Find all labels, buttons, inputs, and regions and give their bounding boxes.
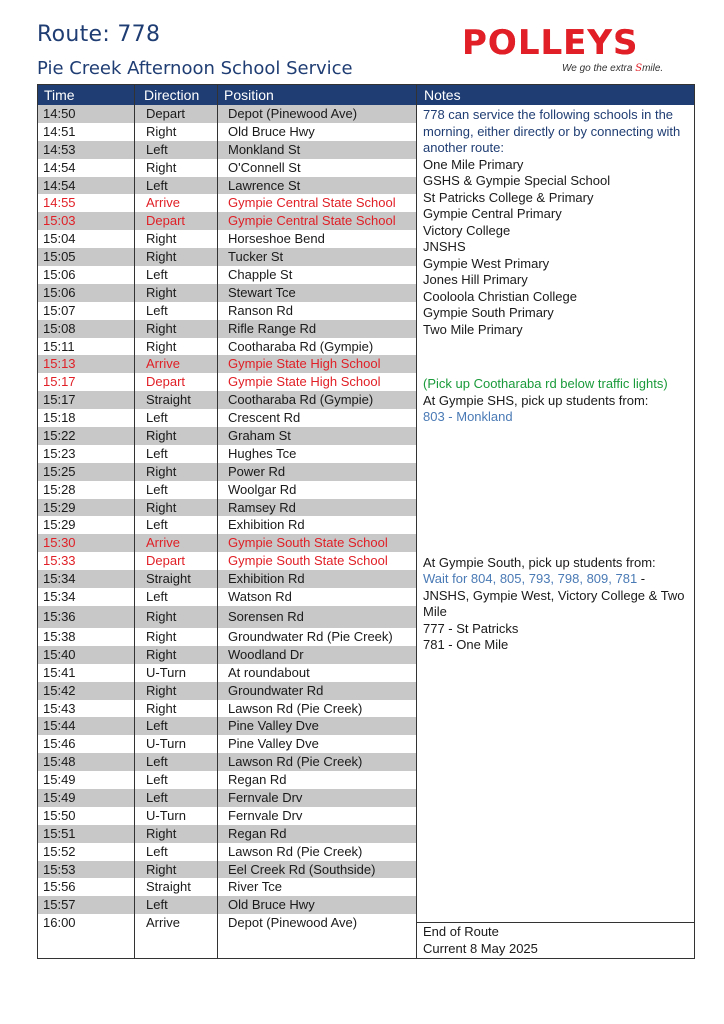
cell-position: Exhibition Rd	[228, 517, 305, 533]
cell-time: 15:18	[43, 410, 76, 426]
cell-position: Tucker St	[228, 249, 284, 265]
column-header-notes: Notes	[424, 87, 461, 103]
logo-wordmark: POLLEYS	[462, 23, 639, 63]
table-row	[38, 141, 417, 159]
timetable-header	[38, 85, 694, 105]
cell-direction: Right	[146, 320, 177, 336]
cell-position: Depot (Pinewood Ave)	[228, 106, 358, 121]
cell-time: 15:49	[43, 772, 76, 788]
polleys-logo	[462, 23, 692, 80]
cell-direction: Right	[146, 338, 177, 354]
cell-direction: U-Turn	[146, 736, 186, 752]
table-row	[38, 914, 417, 932]
table-row	[38, 159, 417, 177]
cell-direction: U-Turn	[146, 664, 186, 680]
cell-position: Cootharaba Rd (Gympie)	[228, 338, 374, 354]
cell-position: Eel Creek Rd (Southside)	[228, 861, 376, 877]
cell-position: Ranson Rd	[228, 302, 294, 318]
cell-position: Horseshoe Bend	[228, 231, 325, 247]
notes-intro: 778 can service the following schools in the morning, either directly or by connecting with another route:	[423, 107, 681, 155]
cell-direction: Depart	[146, 553, 186, 569]
cell-time: 15:36	[43, 608, 76, 624]
cell-position: Lawson Rd (Pie Creek)	[228, 843, 363, 859]
cell-time: 14:51	[43, 123, 76, 139]
cell-time: 15:43	[43, 700, 76, 716]
cell-time: 14:53	[43, 141, 76, 157]
cell-position: Groundwater Rd	[228, 682, 324, 698]
school-item: Gympie South Primary	[423, 305, 554, 320]
cell-position: Lawrence St	[228, 177, 301, 193]
table-row	[38, 843, 417, 861]
table-row	[38, 646, 417, 664]
end-of-route: End of Route	[417, 922, 694, 940]
cell-time: 14:55	[43, 195, 76, 211]
table-row	[38, 735, 417, 753]
cell-position: Cootharaba Rd (Gympie)	[228, 392, 374, 408]
cell-time: 15:11	[43, 338, 75, 354]
cell-direction: Straight	[146, 392, 191, 408]
cell-time: 15:13	[43, 356, 76, 372]
cell-time: 15:56	[43, 879, 76, 895]
cell-time: 15:48	[43, 754, 76, 770]
column-divider	[134, 85, 135, 958]
cell-time: 15:06	[43, 284, 76, 300]
service-subtitle: Pie Creek Afternoon School Service	[37, 58, 353, 79]
cell-position: Depot (Pinewood Ave)	[228, 915, 358, 931]
cell-direction: Right	[146, 249, 177, 265]
cell-position: Regan Rd	[228, 825, 287, 841]
cell-position: Rifle Range Rd	[228, 320, 317, 336]
cell-position: Old Bruce Hwy	[228, 123, 315, 139]
table-row	[38, 878, 417, 896]
cell-position: Gympie State High School	[228, 356, 381, 372]
school-item: One Mile Primary	[423, 156, 524, 172]
cell-position: Graham St	[228, 428, 291, 444]
cell-time: 16:00	[43, 915, 76, 931]
table-row	[38, 534, 417, 552]
table-row	[38, 789, 417, 807]
cell-direction: Right	[146, 231, 177, 247]
table-row	[38, 212, 417, 230]
table-row	[38, 499, 417, 517]
cell-time: 15:29	[43, 499, 76, 515]
timetable	[37, 84, 695, 959]
cell-direction: Depart	[146, 213, 186, 229]
table-row	[38, 896, 417, 914]
table-row	[38, 825, 417, 843]
cell-time: 15:57	[43, 897, 76, 913]
table-row	[38, 391, 417, 409]
cell-direction: U-Turn	[146, 807, 186, 823]
shs-route: 803 - Monkland	[423, 409, 513, 424]
cell-position: Power Rd	[228, 463, 286, 479]
table-row	[38, 230, 417, 248]
cell-direction: Left	[146, 843, 168, 859]
table-row	[38, 355, 417, 373]
table-row	[38, 302, 417, 320]
cell-position: Lawson Rd (Pie Creek)	[228, 754, 363, 770]
table-row	[38, 753, 417, 771]
cell-time: 14:54	[43, 159, 76, 175]
cell-time: 15:50	[43, 807, 76, 823]
cell-position: Gympie South State School	[228, 535, 388, 551]
table-row	[38, 570, 417, 588]
table-row	[38, 682, 417, 700]
cell-position: Fernvale Drv	[228, 807, 303, 823]
cell-time: 15:07	[43, 302, 76, 318]
cell-direction: Depart	[146, 374, 186, 390]
cell-time: 15:04	[43, 231, 76, 247]
table-row	[38, 105, 417, 123]
table-row	[38, 588, 417, 606]
cell-position: Pine Valley Dve	[228, 736, 319, 752]
south-781: 781 - One Mile	[423, 637, 509, 652]
cell-position: Crescent Rd	[228, 410, 301, 426]
current-date: Current 8 May 2025	[423, 941, 538, 956]
cell-direction: Right	[146, 159, 177, 175]
cell-direction: Left	[146, 267, 168, 283]
cell-position: River Tce	[228, 879, 282, 895]
cell-direction: Left	[146, 517, 168, 533]
table-row	[38, 700, 417, 718]
cell-time: 15:23	[43, 445, 76, 461]
cell-position: Groundwater Rd (Pie Creek)	[228, 628, 393, 644]
school-item: GSHS & Gympie Special School	[423, 173, 611, 188]
cell-time: 15:08	[43, 320, 76, 336]
cell-time: 15:33	[43, 553, 76, 569]
table-row	[38, 445, 417, 463]
cell-position: Woodland Dr	[228, 646, 304, 662]
table-row	[38, 552, 417, 570]
cell-direction: Right	[146, 284, 177, 300]
school-item: St Patricks College & Primary	[423, 189, 594, 205]
cell-direction: Left	[146, 410, 168, 426]
table-row	[38, 516, 417, 534]
cell-time: 15:17	[43, 392, 76, 408]
cell-direction: Right	[146, 608, 177, 624]
cell-direction: Arrive	[146, 915, 180, 931]
cell-time: 15:34	[43, 589, 76, 605]
cell-position: Sorensen Rd	[228, 608, 304, 624]
table-row	[38, 807, 417, 825]
table-row	[38, 338, 417, 356]
pickup-note: (Pick up Cootharaba rd below traffic lights)	[423, 376, 668, 391]
school-item: Jones Hill Primary	[423, 272, 528, 287]
table-row	[38, 717, 417, 735]
route-title: Route: 778	[37, 22, 161, 47]
cell-time: 15:30	[43, 535, 76, 551]
cell-direction: Left	[146, 302, 168, 318]
table-row	[38, 861, 417, 879]
cell-time: 15:53	[43, 861, 76, 877]
cell-time: 14:50	[43, 106, 76, 121]
table-row	[38, 664, 417, 682]
school-item: Gympie Central Primary	[423, 206, 562, 221]
cell-position: Gympie Central State School	[228, 195, 396, 211]
cell-position: Watson Rd	[228, 589, 292, 605]
table-row	[38, 481, 417, 499]
cell-direction: Right	[146, 123, 177, 139]
cell-direction: Right	[146, 463, 177, 479]
table-row	[38, 248, 417, 266]
table-row	[38, 771, 417, 789]
cell-time: 15:41	[43, 664, 76, 680]
cell-direction: Left	[146, 789, 168, 805]
cell-position: Fernvale Drv	[228, 789, 303, 805]
cell-direction: Right	[146, 700, 177, 716]
timetable-rows	[38, 105, 417, 932]
cell-direction: Left	[146, 177, 168, 193]
table-row	[38, 628, 417, 646]
cell-time: 15:25	[43, 463, 76, 479]
school-item: JNSHS	[423, 239, 466, 254]
cell-direction: Left	[146, 718, 168, 734]
column-header-time: Time	[44, 87, 75, 103]
cell-position: Old Bruce Hwy	[228, 897, 315, 913]
cell-time: 15:03	[43, 213, 76, 229]
logo-tagline: We go the extra Smile.	[562, 63, 664, 74]
cell-position: At roundabout	[228, 664, 310, 680]
table-row	[38, 463, 417, 481]
cell-direction: Right	[146, 628, 177, 644]
cell-direction: Left	[146, 445, 168, 461]
table-row	[38, 409, 417, 427]
school-list	[423, 157, 693, 339]
table-row	[38, 123, 417, 141]
cell-direction: Right	[146, 825, 177, 841]
table-row	[38, 194, 417, 212]
cell-position: Gympie State High School	[228, 374, 381, 390]
cell-direction: Arrive	[146, 356, 180, 372]
cell-direction: Arrive	[146, 195, 180, 211]
south-wait: Wait for 804, 805, 793, 798, 809, 781 - JNSHS, Gympie West, Victory College & Two Mile	[423, 571, 685, 619]
column-divider	[217, 85, 218, 958]
table-row	[38, 284, 417, 302]
cell-time: 15:05	[43, 249, 76, 265]
cell-direction: Arrive	[146, 535, 180, 551]
cell-direction: Left	[146, 141, 168, 157]
cell-time: 14:54	[43, 177, 76, 193]
cell-direction: Left	[146, 589, 168, 605]
cell-position: Hughes Tce	[228, 445, 297, 461]
cell-position: Chapple St	[228, 267, 293, 283]
cell-direction: Right	[146, 499, 177, 515]
cell-direction: Depart	[146, 106, 186, 121]
cell-time: 15:40	[43, 646, 76, 662]
cell-time: 15:51	[43, 825, 76, 841]
cell-position: Gympie Central State School	[228, 213, 396, 229]
cell-time: 15:22	[43, 428, 76, 444]
table-row	[38, 320, 417, 338]
column-divider	[416, 85, 417, 958]
cell-position: Ramsey Rd	[228, 499, 296, 515]
column-header-position: Position	[224, 87, 274, 103]
cell-position: Pine Valley Dve	[228, 718, 319, 734]
cell-time: 15:38	[43, 628, 76, 644]
cell-direction: Straight	[146, 879, 191, 895]
cell-direction: Straight	[146, 571, 191, 587]
table-row	[38, 606, 417, 628]
cell-direction: Left	[146, 481, 168, 497]
cell-direction: Right	[146, 861, 177, 877]
notes-panel	[423, 107, 693, 654]
smile-icon: S	[635, 63, 643, 74]
cell-time: 15:28	[43, 481, 76, 497]
table-row	[38, 427, 417, 445]
school-item: Victory College	[423, 222, 511, 238]
column-header-direction: Direction	[144, 87, 200, 103]
cell-position: Lawson Rd (Pie Creek)	[228, 700, 363, 716]
shs-intro: At Gympie SHS, pick up students from:	[423, 392, 649, 408]
cell-position: Regan Rd	[228, 772, 287, 788]
school-item: Two Mile Primary	[423, 321, 523, 337]
cell-position: Monkland St	[228, 141, 301, 157]
cell-time: 15:42	[43, 682, 76, 698]
cell-direction: Right	[146, 646, 177, 662]
table-row	[38, 373, 417, 391]
cell-time: 15:29	[43, 517, 76, 533]
cell-time: 15:34	[43, 571, 76, 587]
cell-time: 15:44	[43, 718, 76, 734]
table-row	[38, 266, 417, 284]
cell-time: 15:17	[43, 374, 76, 390]
cell-direction: Left	[146, 897, 168, 913]
cell-time: 15:46	[43, 736, 76, 752]
cell-position: O'Connell St	[228, 159, 301, 175]
cell-direction: Left	[146, 772, 168, 788]
south-intro: At Gympie South, pick up students from:	[423, 554, 656, 570]
cell-direction: Right	[146, 428, 177, 444]
cell-time: 15:06	[43, 267, 76, 283]
cell-position: Exhibition Rd	[228, 571, 305, 587]
cell-time: 15:49	[43, 789, 76, 805]
cell-direction: Right	[146, 682, 177, 698]
school-item: Cooloola Christian College	[423, 288, 577, 304]
cell-time: 15:52	[43, 843, 76, 859]
cell-position: Stewart Tce	[228, 284, 296, 300]
table-row	[38, 177, 417, 195]
cell-direction: Left	[146, 754, 168, 770]
cell-position: Woolgar Rd	[228, 481, 297, 497]
cell-position: Gympie South State School	[228, 553, 388, 569]
school-item: Gympie West Primary	[423, 255, 550, 271]
south-777: 777 - St Patricks	[423, 620, 519, 636]
